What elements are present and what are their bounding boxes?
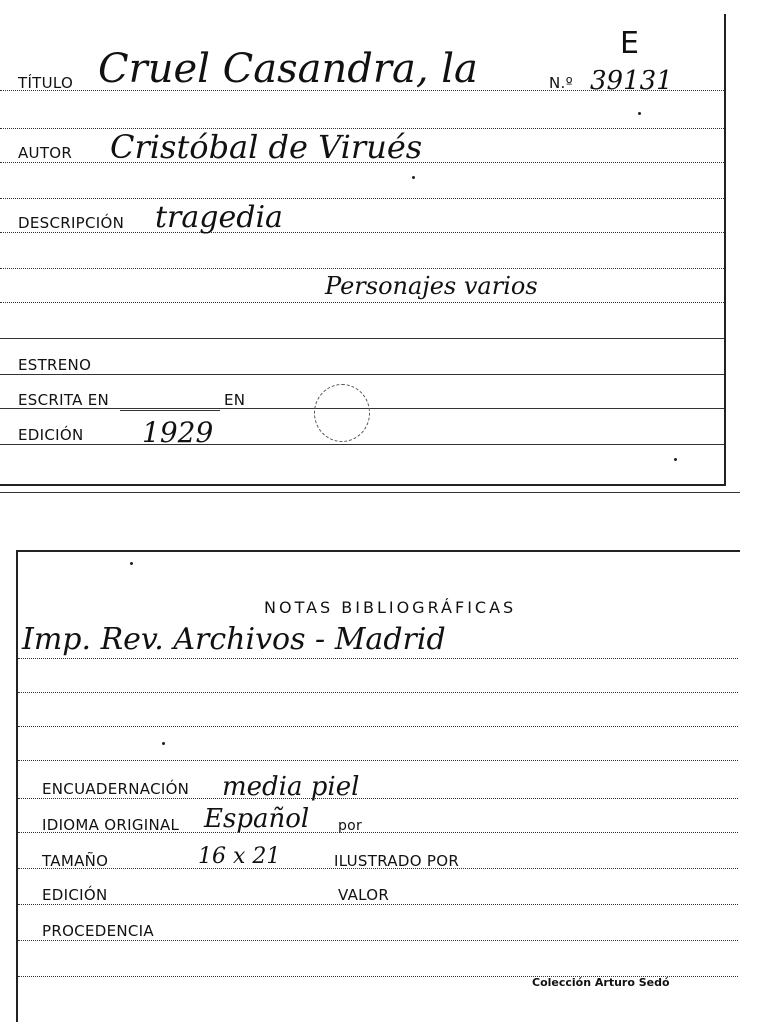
edicion-label-back: EDICIÓN: [42, 886, 108, 904]
punch-hole-mark: [314, 384, 370, 442]
encuadernacion-rule: [18, 798, 738, 799]
numero-label: N.º: [549, 74, 573, 92]
speck: [130, 562, 133, 565]
rule: [18, 726, 738, 727]
rule: [0, 268, 724, 269]
tamano-label: TAMAÑO: [42, 852, 109, 870]
speck: [638, 112, 641, 115]
valor-label: VALOR: [338, 886, 390, 904]
rule: [0, 338, 724, 339]
descripcion-label: DESCRIPCIÓN: [18, 214, 125, 232]
estreno-rule: [0, 374, 724, 375]
autor-value: Cristóbal de Virués: [110, 128, 423, 166]
rule: [0, 302, 724, 303]
speck: [412, 176, 415, 179]
titulo-label: TÍTULO: [18, 74, 74, 92]
edicion-rule: [0, 444, 724, 445]
notas-heading: NOTAS BIBLIOGRÁFICAS: [264, 598, 517, 617]
por-label: por: [338, 818, 363, 834]
idioma-value: Español: [204, 804, 310, 834]
procedencia-rule: [18, 940, 738, 941]
numero-value: 39131: [590, 66, 673, 96]
rule: [18, 760, 738, 761]
notes-rule: [18, 658, 738, 659]
procedencia-label: PROCEDENCIA: [42, 922, 154, 940]
tamano-value: 16 x 21: [198, 844, 281, 869]
corner-mark: E: [620, 26, 639, 61]
descripcion-value: tragedia: [155, 200, 283, 235]
descripcion-rule: [0, 232, 724, 233]
edicion-label: EDICIÓN: [18, 426, 84, 444]
idioma-label: IDIOMA ORIGINAL: [42, 816, 180, 834]
speck: [162, 742, 165, 745]
notes-value: Imp. Rev. Archivos - Madrid: [22, 622, 446, 657]
en-label: EN: [224, 391, 246, 409]
encuadernacion-value: media piel: [222, 772, 360, 802]
autor-label: AUTOR: [18, 144, 73, 162]
speck: [674, 458, 677, 461]
escrita-underline: [120, 410, 220, 411]
ilustrado-label: ILUSTRADO POR: [334, 852, 460, 870]
escrita-label: ESCRITA EN: [18, 391, 110, 409]
rule: [18, 692, 738, 693]
collection-footer: Colección Arturo Sedó: [532, 976, 670, 989]
card-separator: [0, 492, 740, 493]
encuadernacion-label: ENCUADERNACIÓN: [42, 780, 190, 798]
edicion-rule: [18, 904, 738, 905]
edicion-value: 1929: [142, 416, 214, 449]
titulo-value: Cruel Casandra, la: [98, 46, 478, 92]
rule: [0, 198, 724, 199]
estreno-label: ESTRENO: [18, 356, 92, 374]
descripcion-line2: Personajes varios: [325, 272, 538, 300]
